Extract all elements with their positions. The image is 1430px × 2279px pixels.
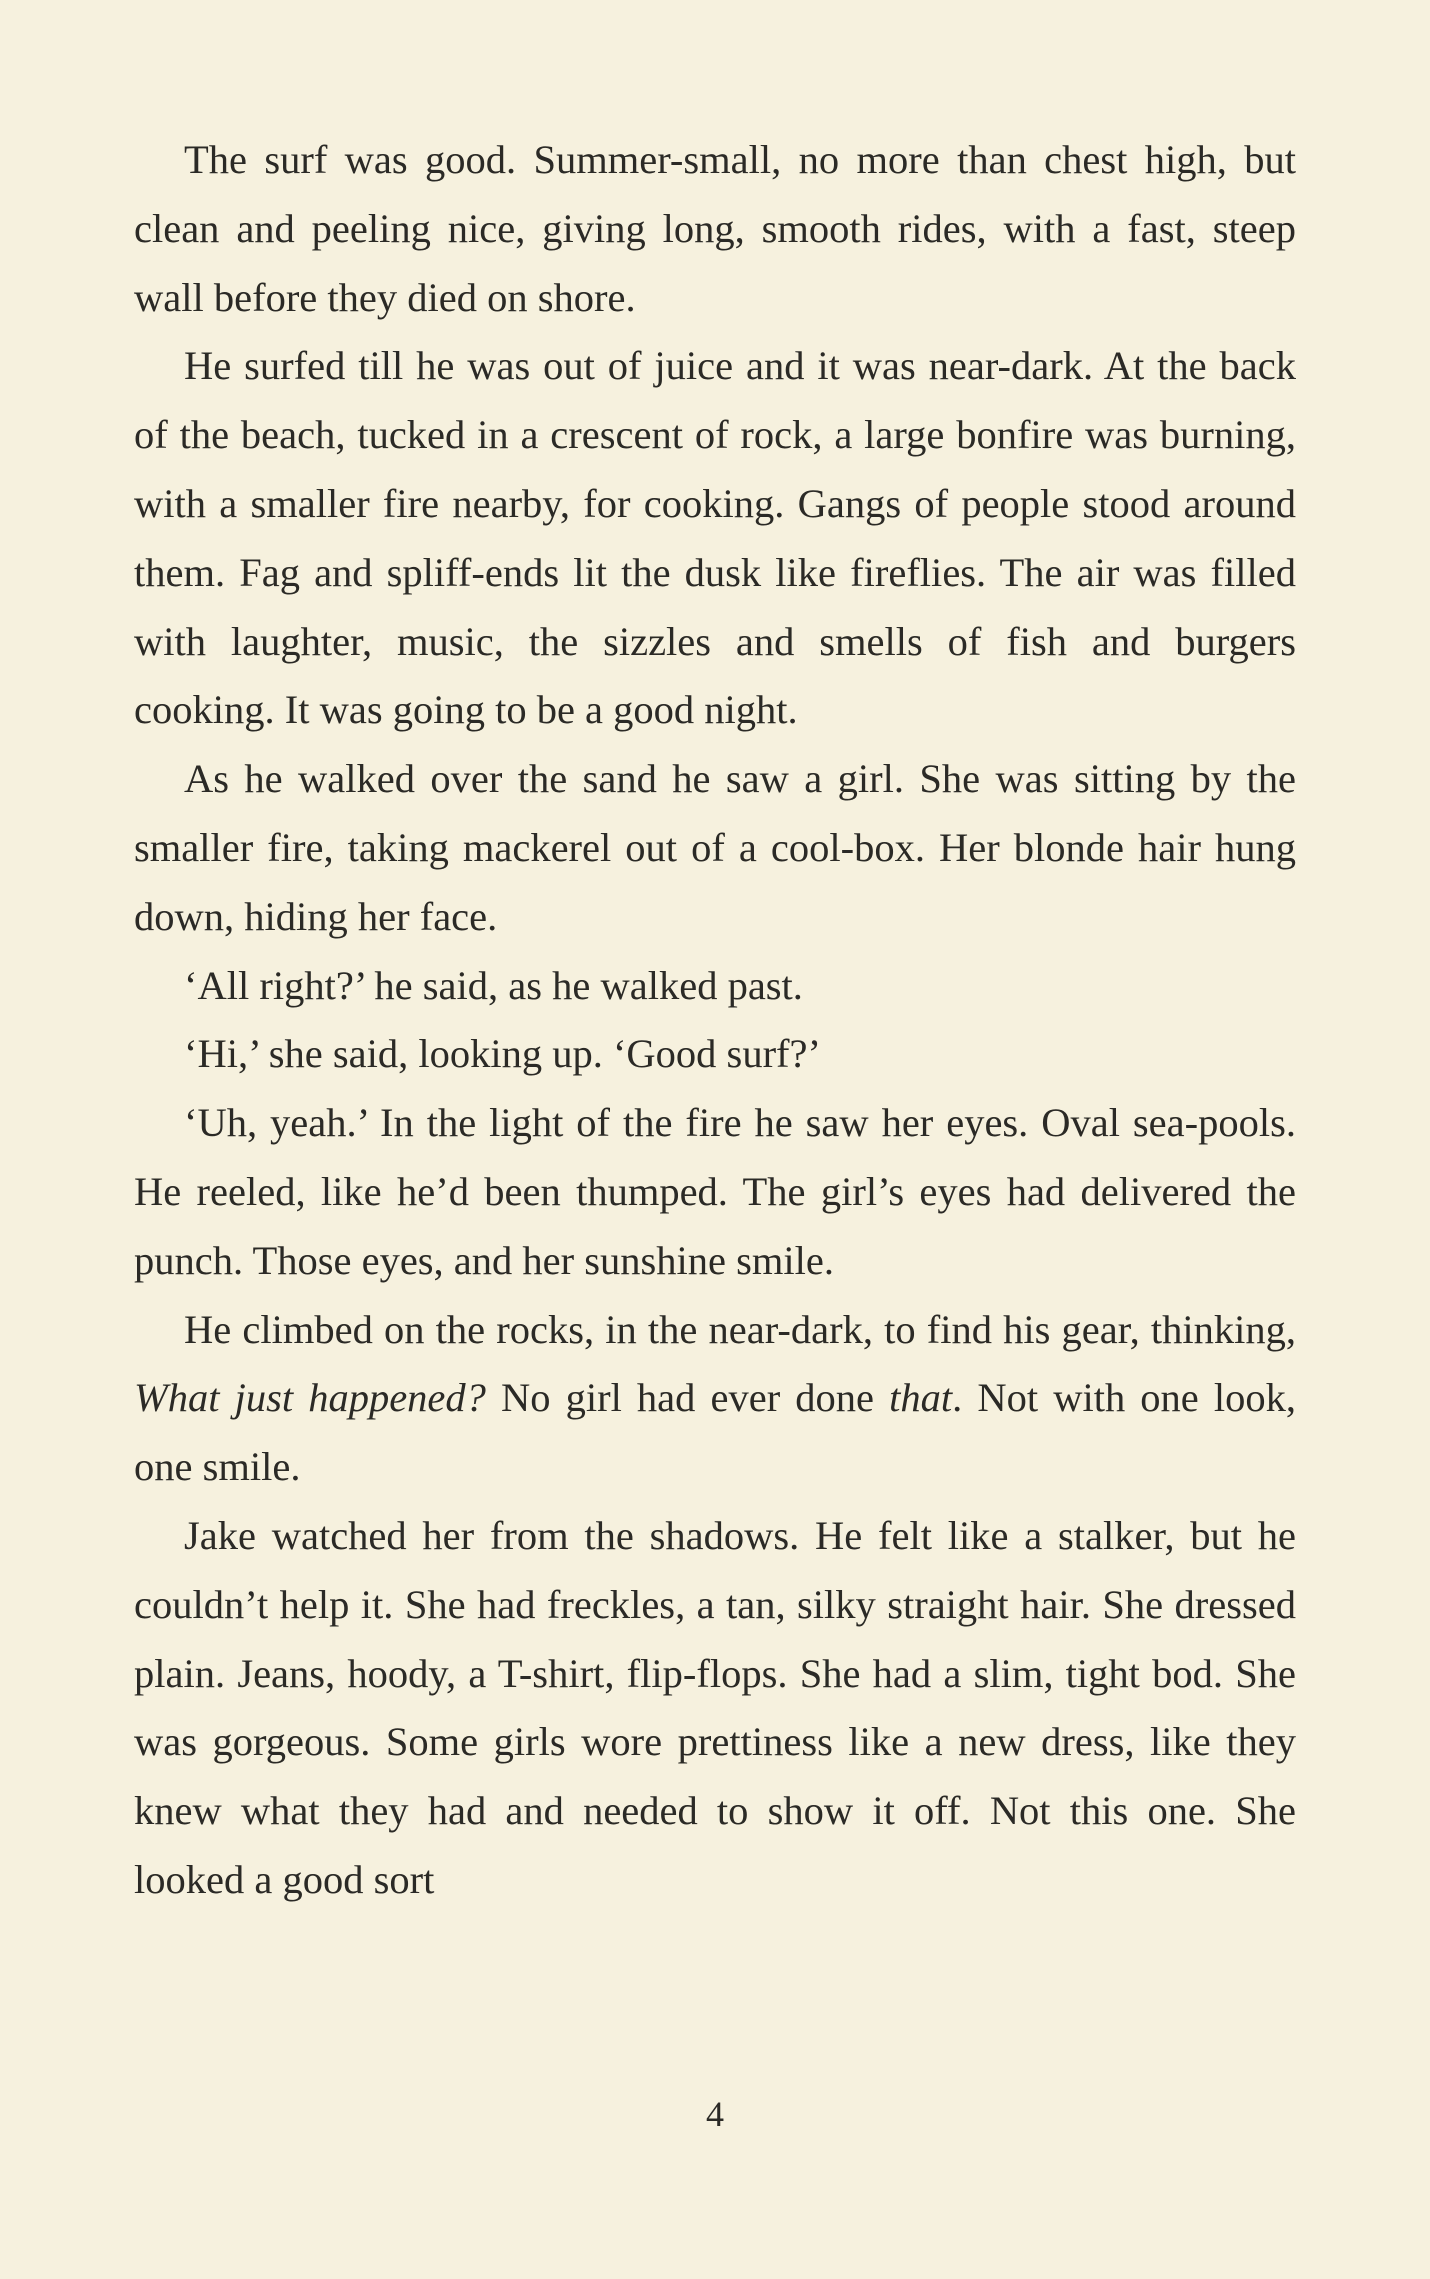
paragraph-rocks-text-3: . Not with one look, one smile. bbox=[134, 1375, 1296, 1490]
paragraph-dialogue-yeah: ‘Uh, yeah.’ In the light of the fire he saw her eyes. Oval sea-pools. He reeled, like he’d been thumped. The girl’s eyes had delivered the punch. Those eyes, and her sunshine smile. bbox=[134, 1100, 1296, 1283]
paragraph-dialogue-hi: ‘Hi,’ she said, looking up. ‘Good surf?’ bbox=[184, 1031, 822, 1077]
paragraph-rocks-italic-1: What just happened? bbox=[134, 1375, 486, 1421]
paragraph-girl: As he walked over the sand he saw a girl. She was sitting by the smaller fire, taking mackerel out of a cool-box. Her blonde hair hung down, hiding her face. bbox=[134, 756, 1296, 939]
paragraph-rocks-italic-2: that bbox=[889, 1375, 953, 1421]
paragraph-bonfire: He surfed till he was out of juice and it was near-dark. At the back of the beach, tucked in a crescent of rock, a large bonfire was burning, with a smaller fire nearby, for cooking. Gangs of people stood around them. Fag and spliff-ends lit the dusk like fireflies. The air was filled with laughter, music, the sizzles and smells of fish and burgers cooking. It was going to be a good night. bbox=[134, 343, 1296, 733]
body-text bbox=[134, 126, 1296, 1915]
paragraph-rocks-text-2: No girl had ever done bbox=[485, 1375, 890, 1421]
paragraph-jake: Jake watched her from the shadows. He felt like a stalker, but he couldn’t help it. She had freckles, a tan, silky straight hair. She dressed plain. Jeans, hoody, a T-shirt, flip-flops. She had a slim, tight bod. She was gorgeous. Some girls wore prettiness like a new dress, like they knew what they had and needed to show it off. Not this one. She looked a good sort bbox=[134, 1512, 1296, 1902]
paragraph-dialogue-all-right: ‘All right?’ he said, as he walked past. bbox=[184, 962, 803, 1008]
paragraph-rocks-text-1: He climbed on the rocks, in the near-dark, to find his gear, thinking, bbox=[184, 1306, 1296, 1352]
paragraph-rocks bbox=[134, 1296, 1296, 1502]
paragraph-surf: The surf was good. Summer-small, no more than chest high, but clean and peeling nice, giving long, smooth rides, with a fast, steep wall before they died on shore. bbox=[134, 137, 1296, 320]
page-number: 4 bbox=[706, 2094, 724, 2134]
